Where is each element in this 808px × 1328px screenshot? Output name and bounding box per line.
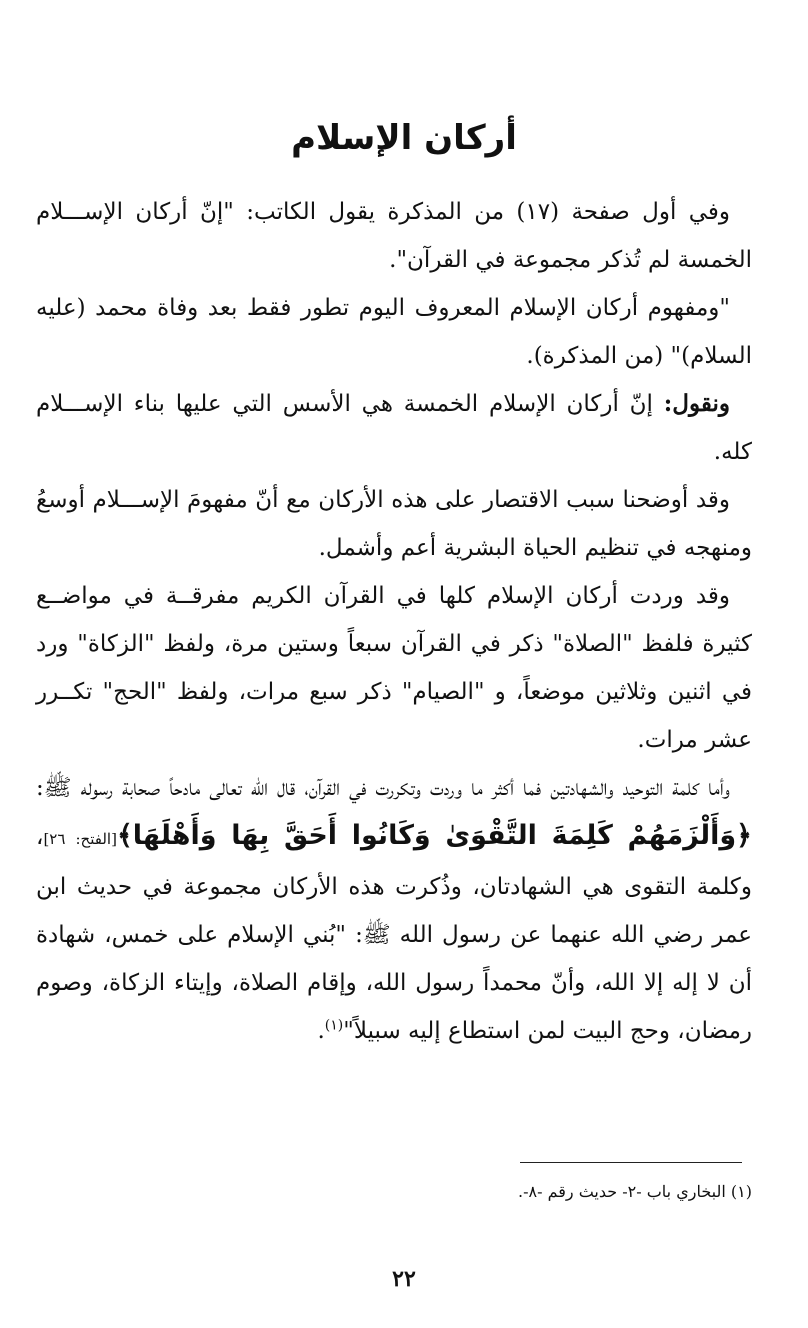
paragraph-4: وقد أوضحنا سبب الاقتصار على هذه الأركان مع أنّ مفهومَ الإســـلام أوسعُ ومنهجه في تنظيم الحياة البشرية أعم وأشمل. bbox=[36, 487, 752, 561]
paragraph-6 bbox=[36, 764, 752, 1055]
page-number: ٢٢ bbox=[392, 1266, 416, 1292]
footnote: (١) البخاري باب -٢- حديث رقم -٨-. bbox=[518, 1182, 752, 1201]
footnote-marker: (١) bbox=[324, 1017, 344, 1034]
paragraph-2: "ومفهوم أركان الإسلام المعروف اليوم تطور فقط بعد وفاة محمد (عليه السلام)" (من المذكرة). bbox=[36, 295, 752, 369]
paragraph-3 bbox=[36, 380, 752, 476]
paragraph-5: وقد وردت أركان الإسلام كلها في القرآن الكريم مفرقــة في مواضــع كثيرة فلفظ "الصلاة" ذكر في القرآن سبعاً وستين مرة، ولفظ "الزكاة" ورد في اثنين وثلاثين موضعاً، و "الصيام" ذكر سبع مرات، ولفظ "الحج" تكــرر عشر مرات. bbox=[36, 583, 752, 753]
page-title: أركان الإسلام bbox=[291, 118, 517, 158]
paragraph-1: وفي أول صفحة (١٧) من المذكرة يقول الكاتب: "إنّ أركان الإســـلام الخمسة لم تُذكر مجموعة في القرآن". bbox=[36, 199, 752, 273]
verse-reference: [الفتح: ٢٦] bbox=[43, 830, 117, 848]
footnote-divider bbox=[520, 1162, 742, 1163]
paragraph-6-body: ، وكلمة التقوى هي الشهادتان، وذُكرت هذه الأركان مجموعة في حديث ابن عمر رضي الله عنهما عن رسول الله ﷺ: "بُني الإسلام على خمس، شهادة أن لا إله إلا الله، وأنّ محمداً رسول الله، وإقام الصلاة، وإيتاء الزكاة، وصوم رمضان، وحج البيت لمن استطاع إليه سبيلاً" bbox=[36, 824, 752, 1044]
body-text bbox=[36, 188, 752, 1055]
paragraph-6-end: . bbox=[317, 1018, 325, 1044]
paragraph-3-lead: ونقول: bbox=[663, 390, 730, 417]
quran-verse: ﴿وَأَلْزَمَهُمْ كَلِمَةَ التَّقْوَىٰ وَكَانُوا أَحَقَّ بِهَا وَأَهْلَهَا﴾ bbox=[116, 820, 752, 851]
paragraph-6-intro: وأما كلمة التوحيد والشهادتين فما أكثر ما وردت وتكررت في القرآن، قال الله تعالى مادحاً صحابة رسوله ﷺ: bbox=[36, 775, 730, 801]
paragraph-3-text: إنّ أركان الإسلام الخمسة هي الأسس التي عليها بناء الإســـلام كله. bbox=[36, 391, 752, 465]
